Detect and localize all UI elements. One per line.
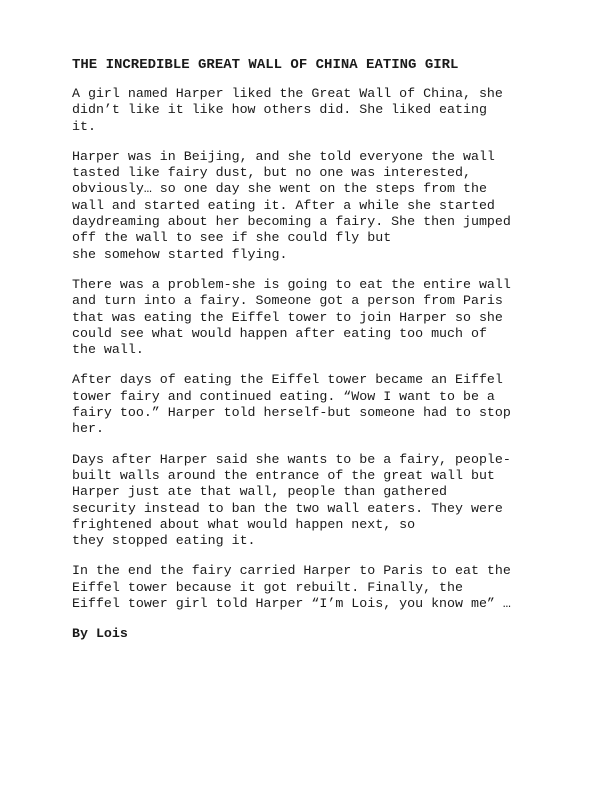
text-line: and turn into a fairy. Someone got a person from Paris — [72, 293, 503, 309]
story-paragraph — [72, 452, 542, 550]
author-byline: By Lois — [72, 626, 128, 642]
text-line: obviously… so one day she went on the steps from the — [72, 181, 487, 197]
text-line: daydreaming about her becoming a fairy. She then jumped — [72, 214, 511, 230]
text-line: There was a problem-she is going to eat the entire wall — [72, 276, 511, 292]
text-line: off the wall to see if she could fly but — [72, 230, 392, 246]
text-line: fairy too.” Harper told herself-but someone had to stop — [72, 405, 511, 421]
text-line: she somehow started flying. — [72, 246, 288, 262]
text-line: that was eating the Eiffel tower to join Harper so she — [72, 309, 503, 325]
text-line: Eiffel tower girl told Harper “I’m Lois, you know me” … — [72, 596, 511, 612]
text-line: tasted like fairy dust, but no one was interested, — [72, 165, 471, 181]
text-line: A girl named Harper liked the Great Wall of China, she — [72, 86, 503, 101]
story-title: THE INCREDIBLE GREAT WALL OF CHINA EATING GIRL — [72, 57, 459, 73]
text-line: Harper was in Beijing, and she told everyone the wall — [72, 148, 495, 164]
text-line: Harper just ate that wall, people than gathered — [72, 484, 448, 500]
story-paragraph — [72, 372, 542, 437]
story-paragraph — [72, 86, 542, 135]
story-paragraph — [72, 277, 542, 358]
story-body — [72, 86, 542, 643]
text-line: security instead to ban the two wall eaters. They were — [72, 500, 503, 516]
text-line: the wall. — [72, 342, 144, 358]
text-line: they stopped eating it. — [72, 533, 256, 549]
text-line: Days after Harper said she wants to be a fairy, people- — [72, 451, 511, 467]
text-line: frightened about what would happen next, so — [72, 516, 416, 532]
text-line: could see what would happen after eating too much of — [72, 325, 487, 341]
text-line: didn’t like it like how others did. She liked eating — [72, 102, 487, 118]
text-line: In the end the fairy carried Harper to Paris to eat the — [72, 563, 511, 579]
text-line: it. — [72, 118, 96, 134]
text-line: tower fairy and continued eating. “Wow I want to be a — [72, 388, 495, 404]
text-line: After days of eating the Eiffel tower became an Eiffel — [72, 372, 503, 388]
text-line: wall and started eating it. After a while she started — [72, 197, 495, 213]
text-line: built walls around the entrance of the great wall but — [72, 467, 495, 483]
text-line: her. — [72, 421, 104, 437]
story-paragraph — [72, 149, 542, 263]
story-paragraph — [72, 563, 542, 612]
text-line: Eiffel tower because it got rebuilt. Finally, the — [72, 579, 463, 595]
